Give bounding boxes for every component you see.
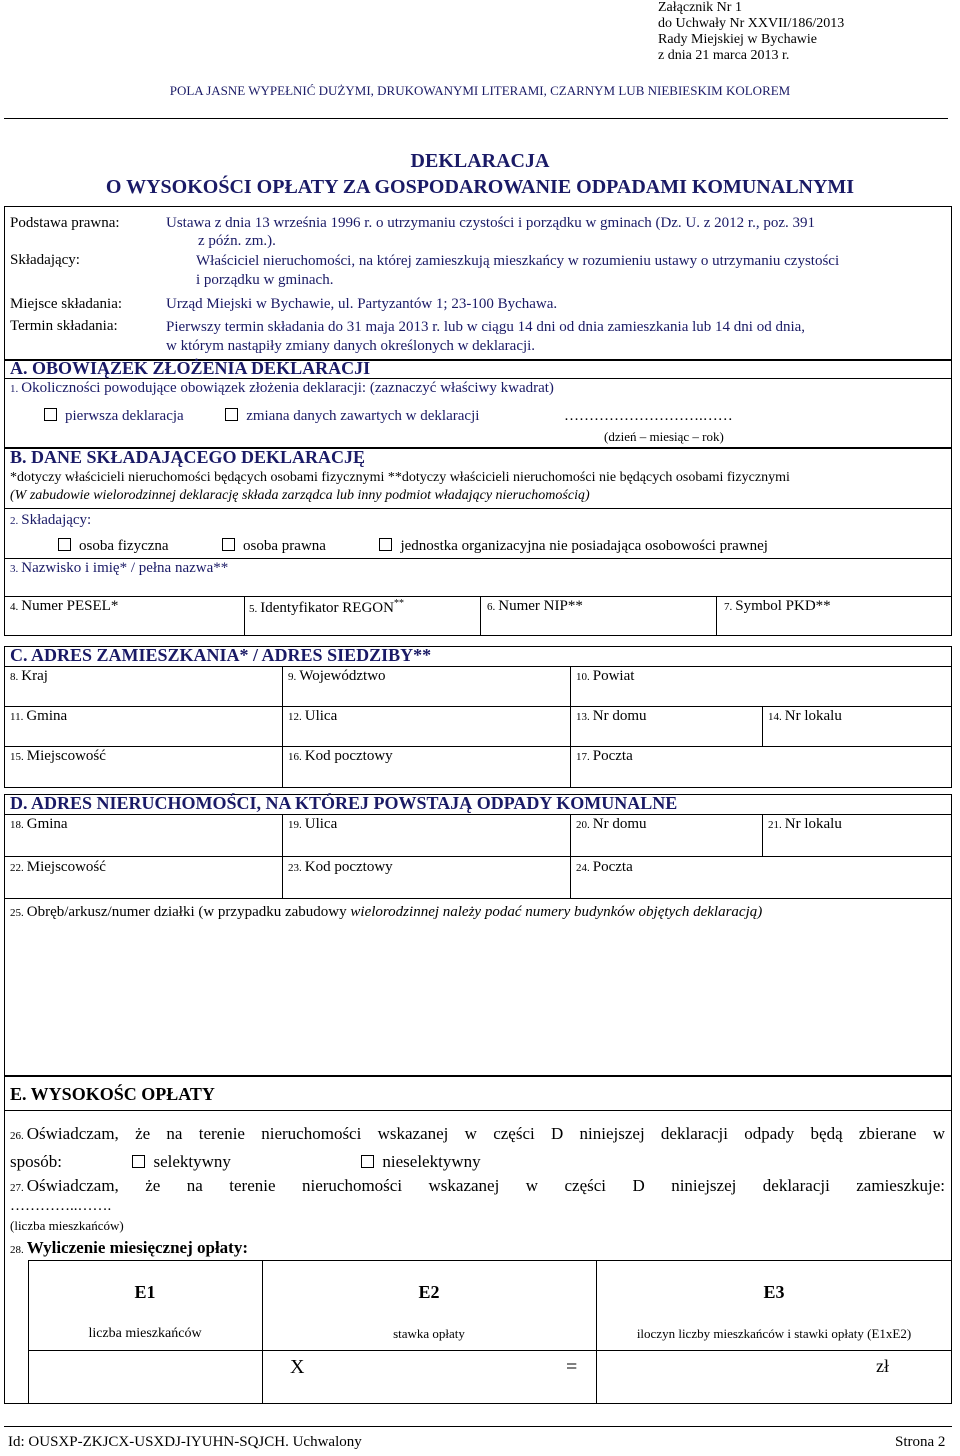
field-label: Nr lokalu	[784, 816, 842, 832]
legal-basis-label: Podstawa prawna:	[10, 215, 120, 231]
divider	[4, 508, 952, 509]
e3-input[interactable]	[596, 1350, 872, 1404]
field-label: Numer NIP**	[498, 598, 583, 614]
document-title	[0, 148, 960, 200]
post-office-field[interactable]	[576, 748, 633, 765]
divider	[762, 706, 763, 746]
house-number-field[interactable]	[576, 708, 647, 725]
q28-line	[10, 1238, 248, 1258]
q3-number: 3.	[10, 563, 19, 575]
legal-basis-value	[166, 214, 946, 250]
section-a-title: A. OBOWIĄZEK ZŁOŻENIA DEKLARACJI	[10, 358, 371, 378]
q28-number: 28.	[10, 1244, 24, 1256]
term-label: Termin składania:	[10, 318, 118, 334]
filer-label: Składający:	[10, 252, 80, 268]
field-label: Ulica	[304, 816, 338, 832]
voivodeship-field[interactable]	[288, 668, 386, 685]
q26-text: Oświadczam, że na terenie nieruchomości wskazanej w części D niniejszej deklaracji odpady będą zbierane w	[26, 1124, 945, 1143]
e2-label: stawka opłaty	[393, 1326, 465, 1341]
q1-line	[10, 380, 554, 397]
selective-label: selektywny	[153, 1152, 231, 1171]
field-number: 4.	[10, 601, 19, 613]
multiply-sign: X	[290, 1356, 305, 1378]
field-label: Nr domu	[592, 816, 647, 832]
name-field[interactable]	[10, 560, 228, 577]
field-label: Symbol PKD**	[735, 598, 831, 614]
q27-number: 27.	[10, 1182, 24, 1194]
attachment-line: z dnia 21 marca 2013 r.	[658, 48, 790, 63]
field-number: 7.	[724, 601, 733, 613]
natural-person-checkbox[interactable]	[58, 538, 71, 551]
divider	[282, 814, 283, 898]
field-label: Gmina	[26, 708, 68, 724]
field-label: Identyfikator REGON	[260, 600, 394, 616]
field-number: 12.	[288, 711, 302, 723]
town-field[interactable]	[10, 748, 106, 765]
divider	[4, 118, 948, 119]
org-unit-checkbox[interactable]	[379, 538, 392, 551]
country-field[interactable]	[10, 668, 48, 685]
divider	[570, 814, 571, 898]
data-change-checkbox[interactable]	[225, 408, 238, 421]
field-label: Poczta	[592, 859, 633, 875]
attachment-line: do Uchwały Nr XXVII/186/2013	[658, 16, 845, 31]
field-label: Powiat	[592, 668, 635, 684]
non-selective-label: nieselektywny	[382, 1152, 481, 1171]
property-postal-code-field[interactable]	[288, 859, 393, 876]
section-b-note: *dotyczy właścicieli nieruchomości będących osobami fizycznymi **dotyczy właścicieli nieruchomości nie będących osobami fizycznymi	[10, 470, 790, 485]
field-label: Miejscowość	[26, 859, 106, 875]
property-commune-field[interactable]	[10, 816, 68, 833]
field-number: 9.	[288, 671, 297, 683]
header-labels	[10, 214, 120, 232]
field-label: Numer PESEL*	[21, 598, 119, 614]
org-unit-label: jednostka organizacyjna nie posiadająca osobowości prawnej	[400, 538, 768, 554]
field-number: 13.	[576, 711, 590, 723]
q1-text: Okoliczności powodujące obowiązek złożenia deklaracji: (zaznaczyć właściwy kwadrat)	[21, 380, 554, 396]
q2-number: 2.	[10, 515, 19, 527]
property-house-number-field[interactable]	[576, 816, 647, 833]
property-street-field[interactable]	[288, 816, 337, 833]
residents-count-hint: (liczba mieszkańców)	[10, 1218, 124, 1233]
q2-line	[10, 512, 91, 529]
e2-header: E2	[418, 1282, 440, 1302]
filer-value	[196, 252, 946, 290]
field-number: 18.	[10, 819, 24, 831]
field-number: 6.	[487, 601, 496, 613]
legal-value-line: z późn. zm.).	[198, 233, 276, 249]
q26-line	[10, 1124, 945, 1144]
property-post-office-field[interactable]	[576, 859, 633, 876]
e1-input[interactable]	[28, 1350, 262, 1404]
divider	[480, 596, 481, 636]
footer-id: Id: OUSXP-ZKJCX-USXDJ-IYUHN-SQJCH. Uchwalony	[8, 1434, 362, 1450]
field-number: 25.	[10, 907, 24, 919]
divider	[4, 558, 952, 559]
divider	[4, 856, 952, 857]
legal-value-line: Ustawa z dnia 13 września 1996 r. o utrzymaniu czystości i porządku w gminach (Dz. U. z 2012 r., poz. 391	[166, 215, 815, 231]
field-number: 8.	[10, 671, 19, 683]
field-number: 23.	[288, 862, 302, 874]
divider	[4, 1110, 952, 1111]
field-label: Kod pocztowy	[304, 859, 393, 875]
section-b-title: B. DANE SKŁADAJĄCEGO DEKLARACJĘ	[10, 447, 366, 467]
plot-number-field[interactable]	[10, 904, 945, 921]
field-number: 11.	[10, 711, 24, 723]
section-e-title	[10, 1084, 215, 1105]
field-label: Miejscowość	[26, 748, 106, 764]
legal-person-checkbox[interactable]	[222, 538, 235, 551]
divider	[4, 378, 952, 379]
pkd-field[interactable]	[724, 598, 831, 615]
field-number: 16.	[288, 751, 302, 763]
field-label: Nr domu	[592, 708, 647, 724]
fill-instruction	[0, 83, 960, 99]
section-b-note-italic: (W zabudowie wielorodzinnej deklarację składa zarządca lub inny podmiot władający nieruchomością)	[10, 488, 590, 503]
q1-number: 1.	[10, 383, 19, 395]
pesel-field[interactable]	[10, 598, 118, 615]
divider	[4, 1426, 952, 1427]
non-selective-checkbox[interactable]	[361, 1155, 374, 1168]
divider	[762, 814, 763, 856]
field-sup: **	[393, 598, 404, 609]
place-value: Urząd Miejski w Bychawie, ul. Partyzantów 1; 23-100 Bychawa.	[166, 296, 558, 312]
street-field[interactable]	[288, 708, 337, 725]
field-number: 22.	[10, 862, 24, 874]
divider	[570, 666, 571, 788]
e1-header: E1	[134, 1282, 156, 1302]
q27-text: Oświadczam, że na terenie nieruchomości wskazanej w części D niniejszej deklaracji zamieszkuje:	[26, 1176, 945, 1195]
field-number: 15.	[10, 751, 24, 763]
county-field[interactable]	[576, 668, 634, 685]
field-label: Poczta	[592, 748, 633, 764]
q2-text: Składający:	[21, 512, 92, 528]
legal-person-label: osoba prawna	[243, 538, 326, 554]
equals-sign: =	[566, 1356, 578, 1378]
nip-field[interactable]	[487, 598, 583, 615]
divider	[4, 596, 952, 597]
apartment-number-field[interactable]	[768, 708, 842, 725]
field-label: Obręb/arkusz/numer działki (w przypadku zabudowy	[26, 904, 351, 920]
postal-code-field[interactable]	[288, 748, 393, 765]
q26-number: 26.	[10, 1130, 24, 1142]
field-number: 20.	[576, 819, 590, 831]
field-label: Województwo	[299, 668, 386, 684]
term-value	[166, 318, 946, 356]
q28-text: Wyliczenie miesięcznej opłaty:	[26, 1238, 248, 1257]
date-hint: (dzień – miesiąc – rok)	[604, 429, 724, 444]
residents-count-field[interactable]: …………..…….	[10, 1198, 112, 1214]
field-number: 21.	[768, 819, 782, 831]
divider	[4, 706, 952, 707]
term-value-line: Pierwszy termin składania do 31 maja 2013 r. lub w ciągu 14 dni od dnia zamieszkania lub 14 dni od dnia,	[166, 319, 806, 335]
q3-text: Nazwisko i imię* / pełna nazwa**	[21, 560, 229, 576]
section-e-title-text: E. WYSOKOŚC OPŁATY	[10, 1084, 215, 1104]
divider	[716, 596, 717, 636]
field-label: Ulica	[304, 708, 338, 724]
field-label: Gmina	[26, 816, 68, 832]
title-line: O WYSOKOŚCI OPŁATY ZA GOSPODAROWANIE ODPADAMI KOMUNALNYMI	[105, 176, 855, 198]
field-label-italic: wielorodzinnej należy podać numery budynków objętych deklaracją)	[350, 904, 763, 920]
divider	[4, 666, 952, 667]
e3-label: iloczyn liczby mieszkańców i stawki opłaty (E1xE2)	[636, 1326, 912, 1341]
section-d-title: D. ADRES NIERUCHOMOŚCI, NA KTÓREJ POWSTAJĄ ODPADY KOMUNALNE	[10, 793, 678, 813]
q26-options	[10, 1152, 481, 1172]
filer-value-line: i porządku w gminach.	[196, 272, 334, 288]
selective-checkbox[interactable]	[132, 1155, 145, 1168]
divider	[4, 814, 952, 815]
regon-field[interactable]	[249, 598, 404, 617]
field-number: 14.	[768, 711, 782, 723]
attachment-line: Rady Miejskiej w Bychawie	[658, 32, 818, 47]
date-field[interactable]: ……………………….……	[564, 408, 733, 424]
title-line: DEKLARACJA	[410, 150, 550, 172]
field-number: 24.	[576, 862, 590, 874]
footer-page: Strona 2	[895, 1434, 946, 1450]
first-declaration-checkbox[interactable]	[44, 408, 57, 421]
currency-unit: zł	[876, 1356, 889, 1376]
place-label: Miejsce składania:	[10, 296, 123, 312]
fill-instruction-text: POLA JASNE WYPEŁNIĆ DUŻYMI, DRUKOWANYMI LITERAMI, CZARNYM LUB NIEBIESKIM KOLOREM	[169, 83, 791, 98]
e1-label: liczba mieszkańców	[88, 1326, 202, 1341]
field-label: Kod pocztowy	[304, 748, 393, 764]
q26-text-cont: sposób:	[10, 1152, 62, 1171]
e3-header: E3	[763, 1282, 785, 1302]
natural-person-label: osoba fizyczna	[79, 538, 169, 554]
field-number: 19.	[288, 819, 302, 831]
attachment-line: Załącznik Nr 1	[658, 0, 742, 15]
field-label: Kraj	[21, 668, 48, 684]
filer-value-line: Właściciel nieruchomości, na której zamieszkują mieszkańcy w rozumieniu ustawy o utrzymaniu czystości	[196, 253, 840, 269]
field-number: 5.	[249, 603, 258, 615]
declaration-type-options	[44, 408, 479, 425]
property-town-field[interactable]	[10, 859, 106, 876]
divider	[4, 898, 952, 899]
field-number: 10.	[576, 671, 590, 683]
first-declaration-label: pierwsza deklaracja	[65, 408, 184, 424]
divider	[4, 746, 952, 747]
property-apartment-number-field[interactable]	[768, 816, 842, 833]
e2-input[interactable]	[306, 1350, 566, 1404]
field-label: Nr lokalu	[784, 708, 842, 724]
section-d-box	[4, 794, 952, 1076]
section-c-title: C. ADRES ZAMIESZKANIA* / ADRES SIEDZIBY**	[10, 645, 432, 665]
attachment-block	[658, 0, 844, 64]
commune-field[interactable]	[10, 708, 67, 725]
term-value-line: w którym nastąpiły zmiany danych określonych w deklaracji.	[166, 338, 536, 354]
data-change-label: zmiana danych zawartych w deklaracji	[246, 408, 480, 424]
q27-line	[10, 1176, 945, 1196]
field-number: 17.	[576, 751, 590, 763]
filer-type-options	[58, 538, 768, 555]
divider	[244, 596, 245, 636]
divider	[282, 666, 283, 788]
